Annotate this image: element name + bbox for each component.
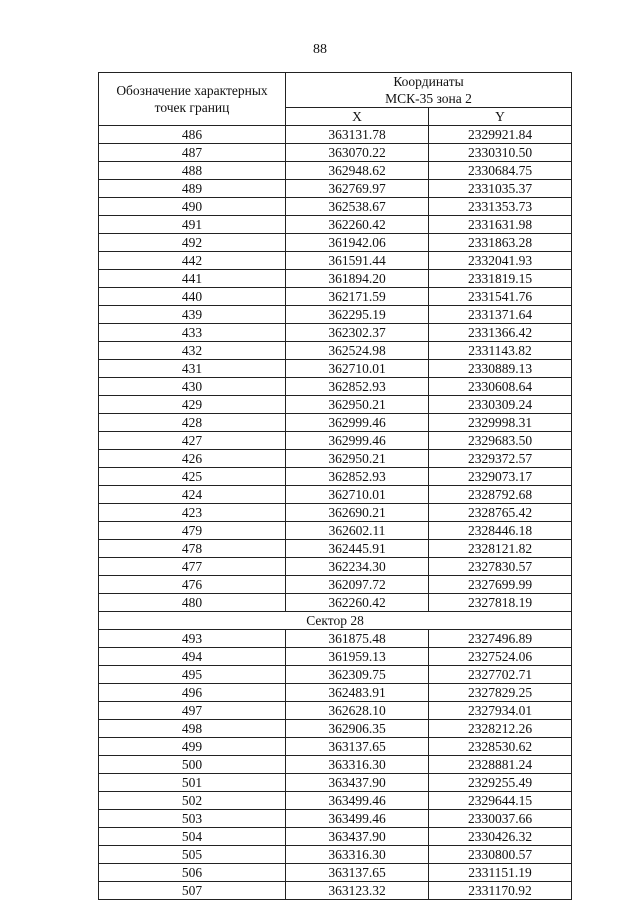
x-cell: 362690.21	[286, 504, 429, 522]
point-cell: 429	[99, 396, 286, 414]
x-cell: 361875.48	[286, 630, 429, 648]
table-body-sector	[99, 630, 572, 900]
table-row	[99, 126, 572, 144]
table-row	[99, 180, 572, 198]
table-row	[99, 810, 572, 828]
y-cell: 2329372.57	[429, 450, 572, 468]
x-cell: 362260.42	[286, 216, 429, 234]
table-row	[99, 630, 572, 648]
point-cell: 424	[99, 486, 286, 504]
y-cell: 2332041.93	[429, 252, 572, 270]
point-cell: 426	[99, 450, 286, 468]
y-cell: 2327829.25	[429, 684, 572, 702]
table-body	[99, 126, 572, 612]
point-cell: 428	[99, 414, 286, 432]
coords-header	[286, 73, 572, 108]
x-cell: 362948.62	[286, 162, 429, 180]
point-cell: 502	[99, 792, 286, 810]
table-row	[99, 306, 572, 324]
x-cell: 362538.67	[286, 198, 429, 216]
y-cell: 2328212.26	[429, 720, 572, 738]
x-cell: 363437.90	[286, 828, 429, 846]
y-cell: 2327524.06	[429, 648, 572, 666]
table-row	[99, 450, 572, 468]
x-cell: 363316.30	[286, 756, 429, 774]
table-row	[99, 720, 572, 738]
x-cell: 362710.01	[286, 486, 429, 504]
table-row	[99, 522, 572, 540]
table-row	[99, 324, 572, 342]
y-cell: 2327818.19	[429, 594, 572, 612]
point-cell: 488	[99, 162, 286, 180]
sector-label: Сектор 28	[99, 612, 572, 630]
y-cell: 2327496.89	[429, 630, 572, 648]
table-row	[99, 252, 572, 270]
x-cell: 362097.72	[286, 576, 429, 594]
y-cell: 2331541.76	[429, 288, 572, 306]
y-cell: 2327830.57	[429, 558, 572, 576]
y-cell: 2327702.71	[429, 666, 572, 684]
table-row	[99, 864, 572, 882]
point-cell: 478	[99, 540, 286, 558]
y-cell: 2328530.62	[429, 738, 572, 756]
x-cell: 361942.06	[286, 234, 429, 252]
table-row	[99, 396, 572, 414]
x-cell: 362302.37	[286, 324, 429, 342]
table-row	[99, 162, 572, 180]
coords-line2: МСК-35 зона 2	[385, 91, 472, 106]
x-cell: 361591.44	[286, 252, 429, 270]
table-header	[99, 73, 572, 126]
table-row	[99, 378, 572, 396]
table-row	[99, 666, 572, 684]
y-cell: 2331151.19	[429, 864, 572, 882]
point-label-header	[99, 73, 286, 126]
x-cell: 362234.30	[286, 558, 429, 576]
point-cell: 479	[99, 522, 286, 540]
table-row	[99, 846, 572, 864]
y-cell: 2328765.42	[429, 504, 572, 522]
y-cell: 2330608.64	[429, 378, 572, 396]
table-row	[99, 198, 572, 216]
y-cell: 2328121.82	[429, 540, 572, 558]
table-row	[99, 576, 572, 594]
point-label-line1: Обозначение характерных	[116, 83, 268, 98]
point-cell: 431	[99, 360, 286, 378]
point-cell: 490	[99, 198, 286, 216]
x-cell: 362445.91	[286, 540, 429, 558]
point-cell: 504	[99, 828, 286, 846]
point-cell: 498	[99, 720, 286, 738]
x-cell: 362852.93	[286, 468, 429, 486]
y-cell: 2330037.66	[429, 810, 572, 828]
point-cell: 499	[99, 738, 286, 756]
point-cell: 492	[99, 234, 286, 252]
y-cell: 2331353.73	[429, 198, 572, 216]
x-cell: 363316.30	[286, 846, 429, 864]
point-cell: 495	[99, 666, 286, 684]
y-cell: 2328881.24	[429, 756, 572, 774]
sector-section	[99, 612, 572, 630]
point-cell: 487	[99, 144, 286, 162]
y-cell: 2327934.01	[429, 702, 572, 720]
point-cell: 501	[99, 774, 286, 792]
table-row	[99, 882, 572, 900]
x-cell: 363137.65	[286, 864, 429, 882]
table-row	[99, 270, 572, 288]
y-cell: 2329683.50	[429, 432, 572, 450]
point-cell: 506	[99, 864, 286, 882]
point-cell: 441	[99, 270, 286, 288]
y-cell: 2330684.75	[429, 162, 572, 180]
point-cell: 476	[99, 576, 286, 594]
x-cell: 363123.32	[286, 882, 429, 900]
x-cell: 362483.91	[286, 684, 429, 702]
point-cell: 500	[99, 756, 286, 774]
y-cell: 2328792.68	[429, 486, 572, 504]
table-row	[99, 216, 572, 234]
point-cell: 493	[99, 630, 286, 648]
table-row	[99, 432, 572, 450]
x-cell: 362295.19	[286, 306, 429, 324]
y-cell: 2331371.64	[429, 306, 572, 324]
point-cell: 497	[99, 702, 286, 720]
y-cell: 2329255.49	[429, 774, 572, 792]
y-cell: 2331631.98	[429, 216, 572, 234]
table-row	[99, 648, 572, 666]
x-cell: 361894.20	[286, 270, 429, 288]
point-cell: 432	[99, 342, 286, 360]
point-cell: 505	[99, 846, 286, 864]
table-row	[99, 558, 572, 576]
table-row	[99, 684, 572, 702]
y-cell: 2330309.24	[429, 396, 572, 414]
table-row	[99, 486, 572, 504]
point-cell: 486	[99, 126, 286, 144]
x-cell: 363137.65	[286, 738, 429, 756]
table-row	[99, 756, 572, 774]
x-cell: 361959.13	[286, 648, 429, 666]
point-cell: 503	[99, 810, 286, 828]
point-cell: 496	[99, 684, 286, 702]
y-cell: 2330889.13	[429, 360, 572, 378]
x-cell: 363499.46	[286, 792, 429, 810]
y-cell: 2329998.31	[429, 414, 572, 432]
point-cell: 507	[99, 882, 286, 900]
point-cell: 433	[99, 324, 286, 342]
y-cell: 2331143.82	[429, 342, 572, 360]
y-cell: 2327699.99	[429, 576, 572, 594]
x-cell: 363131.78	[286, 126, 429, 144]
y-cell: 2331035.37	[429, 180, 572, 198]
y-cell: 2329921.84	[429, 126, 572, 144]
page-number: 88	[313, 42, 327, 57]
x-cell: 362906.35	[286, 720, 429, 738]
point-cell: 439	[99, 306, 286, 324]
x-cell: 363437.90	[286, 774, 429, 792]
table-row	[99, 774, 572, 792]
x-cell: 362602.11	[286, 522, 429, 540]
table-row	[99, 504, 572, 522]
table-row	[99, 738, 572, 756]
y-cell: 2331366.42	[429, 324, 572, 342]
point-cell: 480	[99, 594, 286, 612]
x-cell: 362710.01	[286, 360, 429, 378]
table-row	[99, 540, 572, 558]
table-row	[99, 828, 572, 846]
y-cell: 2331863.28	[429, 234, 572, 252]
y-cell: 2329073.17	[429, 468, 572, 486]
y-cell: 2330800.57	[429, 846, 572, 864]
table-row	[99, 234, 572, 252]
point-cell: 425	[99, 468, 286, 486]
table-row	[99, 792, 572, 810]
y-cell: 2330310.50	[429, 144, 572, 162]
x-cell: 362260.42	[286, 594, 429, 612]
y-cell: 2328446.18	[429, 522, 572, 540]
x-cell: 362524.98	[286, 342, 429, 360]
point-cell: 491	[99, 216, 286, 234]
table-row	[99, 414, 572, 432]
x-cell: 362950.21	[286, 396, 429, 414]
x-cell: 362628.10	[286, 702, 429, 720]
y-cell: 2331819.15	[429, 270, 572, 288]
point-cell: 427	[99, 432, 286, 450]
x-cell: 362852.93	[286, 378, 429, 396]
x-cell: 363070.22	[286, 144, 429, 162]
table-row	[99, 468, 572, 486]
x-cell: 362769.97	[286, 180, 429, 198]
point-cell: 423	[99, 504, 286, 522]
coords-line1: Координаты	[393, 74, 464, 89]
table-row	[99, 342, 572, 360]
point-cell: 430	[99, 378, 286, 396]
x-cell: 362999.46	[286, 432, 429, 450]
table-row	[99, 360, 572, 378]
point-cell: 489	[99, 180, 286, 198]
point-cell: 442	[99, 252, 286, 270]
table-row	[99, 144, 572, 162]
x-header: X	[286, 108, 429, 126]
point-cell: 440	[99, 288, 286, 306]
x-cell: 362999.46	[286, 414, 429, 432]
coordinates-table	[98, 72, 572, 900]
x-cell: 362309.75	[286, 666, 429, 684]
y-cell: 2331170.92	[429, 882, 572, 900]
y-header: Y	[429, 108, 572, 126]
point-label-line2: точек границ	[154, 100, 230, 115]
x-cell: 362950.21	[286, 450, 429, 468]
x-cell: 363499.46	[286, 810, 429, 828]
point-cell: 477	[99, 558, 286, 576]
y-cell: 2329644.15	[429, 792, 572, 810]
y-cell: 2330426.32	[429, 828, 572, 846]
point-cell: 494	[99, 648, 286, 666]
x-cell: 362171.59	[286, 288, 429, 306]
table-row	[99, 288, 572, 306]
table-row	[99, 702, 572, 720]
table-row	[99, 594, 572, 612]
sector-row	[99, 612, 572, 630]
